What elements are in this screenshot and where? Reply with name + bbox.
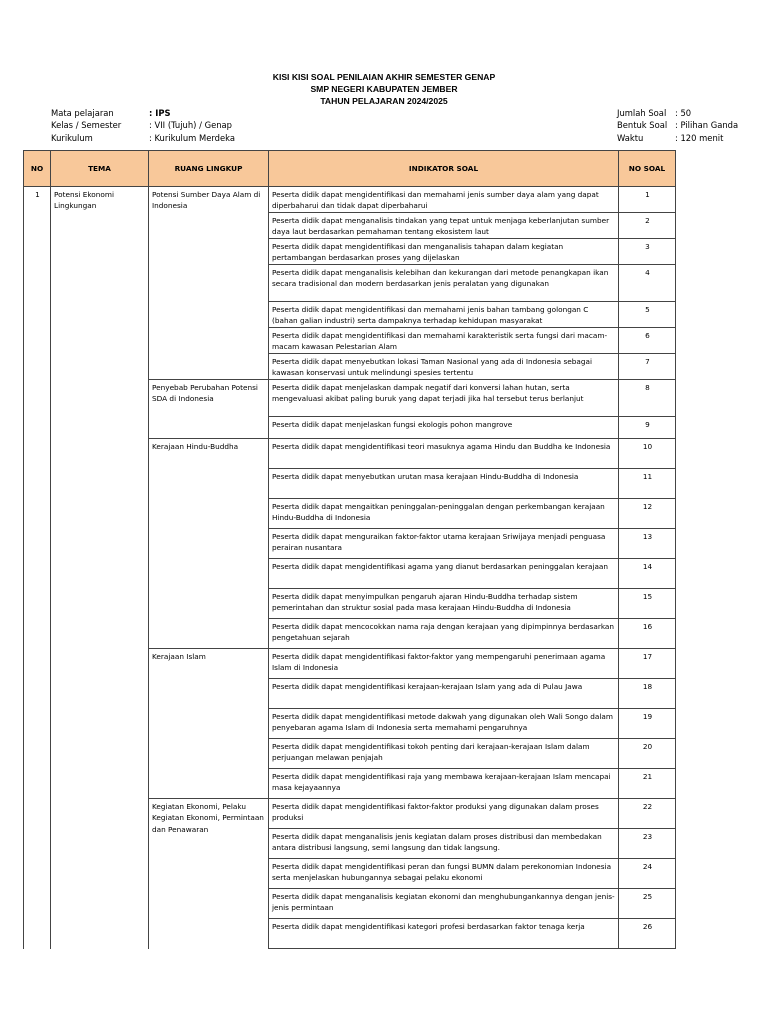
no-soal-cell: 4	[619, 265, 676, 302]
ruang-lingkup-cell: Kerajaan Hindu-Buddha	[149, 439, 269, 649]
no-soal-cell: 1	[619, 187, 676, 213]
indikator-cell: Peserta didik dapat menyimpulkan pengaruh ajaran Hindu-Buddha terhadap sistem pemerintahan dan struktur sosial pada masa kerajaan Hindu-Buddha di Indonesia	[269, 589, 619, 619]
no-soal-cell: 6	[619, 328, 676, 354]
header-no: NO	[24, 151, 51, 187]
no-soal-cell: 17	[619, 649, 676, 679]
duration-label: Waktu	[617, 132, 644, 143]
question-type-value: : Pilihan Ganda	[675, 120, 739, 131]
subject-info	[51, 107, 235, 144]
ruang-lingkup-cell: Potensi Sumber Daya Alam di Indonesia	[149, 187, 269, 380]
no-soal-cell: 21	[619, 769, 676, 799]
indikator-cell: Peserta didik dapat mengidentifikasi agama yang dianut berdasarkan peninggalan kerajaan	[269, 559, 619, 589]
no-soal-cell: 23	[619, 829, 676, 859]
question-count-label: Jumlah Soal	[617, 108, 667, 118]
no-soal-cell: 19	[619, 709, 676, 739]
question-type-row	[617, 119, 738, 131]
indikator-cell: Peserta didik dapat mengidentifikasi tokoh penting dari kerajaan-kerajaan Islam dalam perjuangan melawan penjajah	[269, 739, 619, 769]
indikator-cell: Peserta didik dapat mengidentifikasi metode dakwah yang digunakan oleh Wali Songo dalam penyebaran agama Islam di Indonesia serta memahami pengaruhnya	[269, 709, 619, 739]
indikator-cell: Peserta didik dapat mengidentifikasi dan menganalisis tahapan dalam kegiatan pertambangan berdasarkan proses yang dijelaskan	[269, 239, 619, 265]
no-soal-cell: 9	[619, 417, 676, 439]
indikator-cell: Peserta didik dapat mengidentifikasi faktor-faktor produksi yang digunakan dalam proses produksi	[269, 799, 619, 829]
indikator-cell: Peserta didik dapat mengidentifikasi peran dan fungsi BUMN dalam perekonomian Indonesia serta menjelaskan hubungannya sebagai pelaku ekonomi	[269, 859, 619, 889]
indikator-cell: Peserta didik dapat mengaitkan peninggalan-peninggalan dengan perkembangan kerajaan Hindu-Buddha di Indonesia	[269, 499, 619, 529]
table-header-row	[24, 151, 676, 187]
indikator-cell: Peserta didik dapat mengidentifikasi dan memahami jenis bahan tambang golongan C (bahan galian industri) serta dampaknya terhadap kehidupan masyarakat	[269, 302, 619, 328]
no-soal-cell: 20	[619, 739, 676, 769]
indikator-cell: Peserta didik dapat menganalisis jenis kegiatan dalam proses distribusi dan membedakan antara distribusi langsung, semi langsung dan tidak langsung.	[269, 829, 619, 859]
no-soal-cell: 25	[619, 889, 676, 919]
class-value: : VII (Tujuh) / Genap	[149, 120, 232, 131]
indikator-cell: Peserta didik dapat mengidentifikasi dan memahami karakteristik serta fungsi dari macam-macam kawasan Pelestarian Alam	[269, 328, 619, 354]
no-soal-cell: 26	[619, 919, 676, 949]
row-number: 1	[24, 187, 51, 949]
indikator-cell: Peserta didik dapat menjelaskan dampak negatif dari konversi lahan hutan, serta mengevaluasi akibat paling buruk yang dapat terjadi jika hal tersebut terus berlanjut	[269, 380, 619, 417]
duration-row	[617, 132, 738, 144]
no-soal-cell: 3	[619, 239, 676, 265]
no-soal-cell: 18	[619, 679, 676, 709]
title-line-1: KISI KISI SOAL PENILAIAN AKHIR SEMESTER GENAP	[272, 72, 496, 82]
header-tema: TEMA	[51, 151, 149, 187]
no-soal-cell: 16	[619, 619, 676, 649]
indikator-cell: Peserta didik dapat menguraikan faktor-faktor utama kerajaan Sriwijaya menjadi penguasa perairan nusantara	[269, 529, 619, 559]
indikator-cell: Peserta didik dapat menganalisis kegiatan ekonomi dan menghubungankannya dengan jenis-jenis permintaan	[269, 889, 619, 919]
tema-cell: Potensi Ekonomi Lingkungan	[51, 187, 149, 949]
indikator-cell: Peserta didik dapat menjelaskan fungsi ekologis pohon mangrove	[269, 417, 619, 439]
no-soal-cell: 7	[619, 354, 676, 380]
no-soal-cell: 24	[619, 859, 676, 889]
curriculum-value: : Kurikulum Merdeka	[149, 132, 235, 143]
no-soal-cell: 14	[619, 559, 676, 589]
curriculum-row	[51, 132, 235, 144]
indikator-cell: Peserta didik dapat menganalisis kelebihan dan kekurangan dari metode penangkapan ikan secara tradisional dan modern berdasarkan jenis peralatan yang digunakan	[269, 265, 619, 302]
no-soal-cell: 13	[619, 529, 676, 559]
ruang-lingkup-cell: Kegiatan Ekonomi, Pelaku Kegiatan Ekonomi, Permintaan dan Penawaran	[149, 799, 269, 949]
no-soal-cell: 12	[619, 499, 676, 529]
subject-value: : IPS	[149, 108, 171, 118]
class-row	[51, 119, 235, 131]
subject-row	[51, 107, 235, 119]
title-line-3: TAHUN PELAJARAN 2024/2025	[320, 96, 448, 106]
indikator-cell: Peserta didik dapat mengidentifikasi kerajaan-kerajaan Islam yang ada di Pulau Jawa	[269, 679, 619, 709]
header-ruang-lingkup: RUANG LINGKUP	[149, 151, 269, 187]
table-body	[24, 187, 676, 949]
document-title	[0, 71, 768, 107]
curriculum-label: Kurikulum	[51, 132, 93, 143]
title-line-2: SMP NEGERI KABUPATEN JEMBER	[310, 84, 458, 94]
indikator-cell: Peserta didik dapat menyebutkan lokasi Taman Nasional yang ada di Indonesia sebagai kawasan konservasi untuk melindungi spesies tertentu	[269, 354, 619, 380]
question-count-value: : 50	[675, 108, 692, 118]
class-label: Kelas / Semester	[51, 120, 122, 131]
no-soal-cell: 11	[619, 469, 676, 499]
ruang-lingkup-cell: Kerajaan Islam	[149, 649, 269, 799]
indikator-cell: Peserta didik dapat mengidentifikasi raja yang membawa kerajaan-kerajaan Islam mencapai masa kejayaannya	[269, 769, 619, 799]
no-soal-cell: 8	[619, 380, 676, 417]
indikator-cell: Peserta didik dapat mengidentifikasi teori masuknya agama Hindu dan Buddha ke Indonesia	[269, 439, 619, 469]
no-soal-cell: 10	[619, 439, 676, 469]
indikator-cell: Peserta didik dapat mengidentifikasi dan memahami jenis sumber daya alam yang dapat diperbaharui dan tidak dapat diperbaharui	[269, 187, 619, 213]
indikator-cell: Peserta didik dapat mengidentifikasi kategori profesi berdasarkan faktor tenaga kerja	[269, 919, 619, 949]
no-soal-cell: 2	[619, 213, 676, 239]
exam-info	[617, 107, 738, 144]
ruang-lingkup-cell: Penyebab Perubahan Potensi SDA di Indonesia	[149, 380, 269, 439]
duration-value: : 120 menit	[675, 132, 724, 143]
header-no-soal: NO SOAL	[619, 151, 676, 187]
question-type-label: Bentuk Soal	[617, 120, 668, 131]
question-count-row	[617, 107, 738, 119]
grid-table	[23, 150, 676, 949]
indikator-cell: Peserta didik dapat menyebutkan urutan masa kerajaan Hindu-Buddha di Indonesia	[269, 469, 619, 499]
indikator-cell: Peserta didik dapat mencocokkan nama raja dengan kerajaan yang dipimpinnya berdasarkan pengetahuan sejarah	[269, 619, 619, 649]
indikator-cell: Peserta didik dapat mengidentifikasi faktor-faktor yang mempengaruhi penerimaan agama Islam di Indonesia	[269, 649, 619, 679]
no-soal-cell: 22	[619, 799, 676, 829]
indikator-cell: Peserta didik dapat menganalisis tindakan yang tepat untuk menjaga keberlanjutan sumber daya laut berdasarkan pemahaman tentang ekosistem laut	[269, 213, 619, 239]
no-soal-cell: 5	[619, 302, 676, 328]
subject-label: Mata pelajaran	[51, 108, 114, 118]
table-row	[24, 187, 676, 213]
header-indikator: INDIKATOR SOAL	[269, 151, 619, 187]
no-soal-cell: 15	[619, 589, 676, 619]
